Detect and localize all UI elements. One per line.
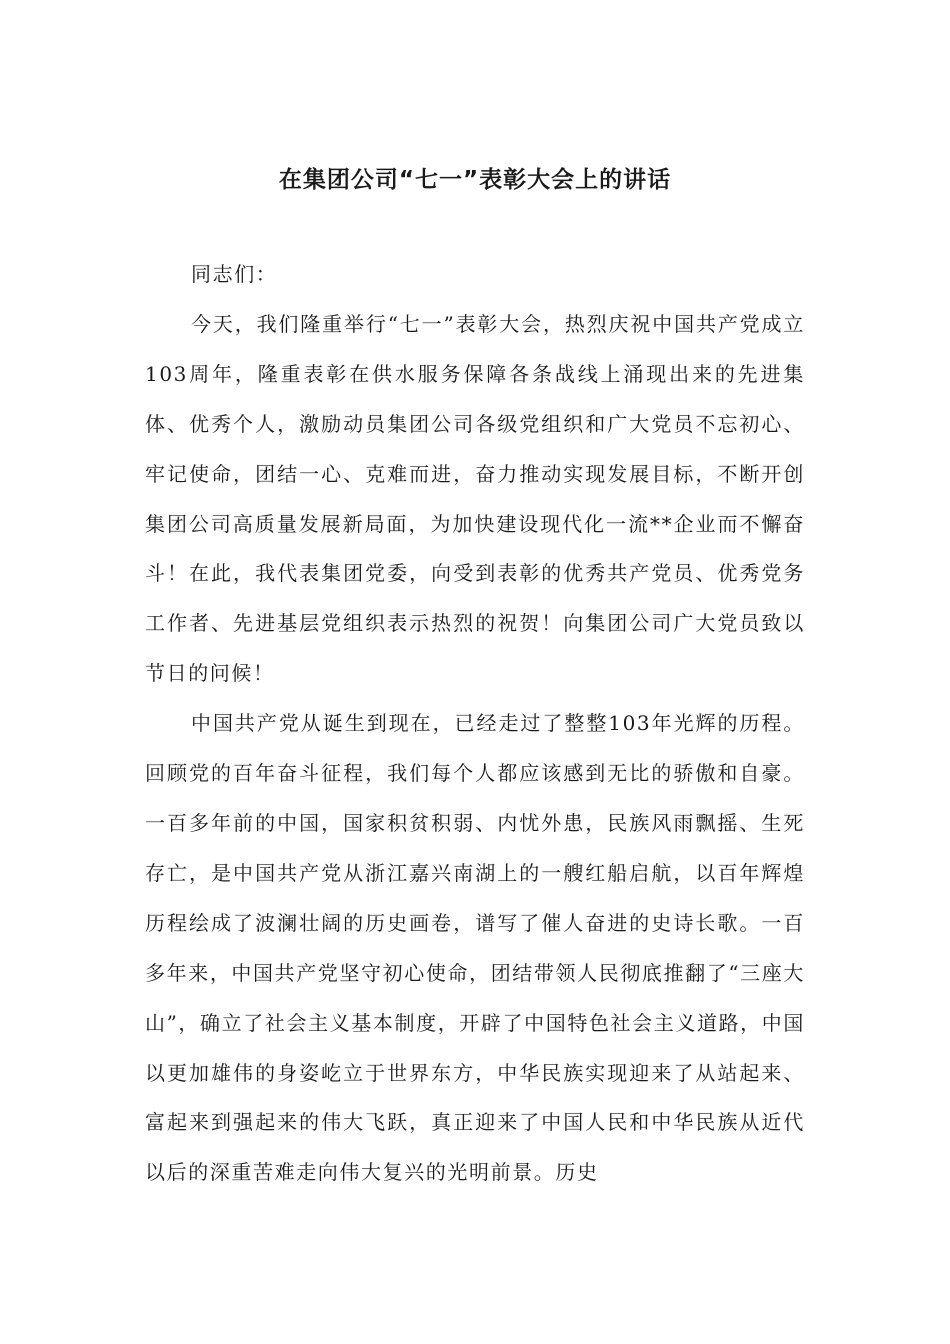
- document-title: 在集团公司“七一”表彰大会上的讲话: [278, 167, 672, 193]
- document-body: [145, 250, 805, 1198]
- paragraph-1: 今天，我们隆重举行“七一”表彰大会，热烈庆祝中国共产党成立103周年，隆重表彰在供水服务保障各条战线上涌现出来的先进集体、优秀个人，激励动员集团公司各级党组织和广大党员不忘初心、牢记使命，团结一心、克难而进，奋力推动实现发展目标，不断开创集团公司高质量发展新局面，为加快建设现代化一流**企业而不懈奋斗！在此，我代表集团党委，向受到表彰的优秀共产党员、优秀党务工作者、先进基层党组织表示热烈的祝贺！向集团公司广大党员致以节日的问候！: [145, 311, 805, 686]
- greeting: 同志们：: [191, 262, 278, 286]
- paragraph-2: 中国共产党从诞生到现在，已经走过了整整103年光辉的历程。回顾党的百年奋斗征程，我们每个人都应该感到无比的骄傲和自豪。一百多年前的中国，国家积贫积弱、内忧外患，民族风雨飘摇、生死存亡，是中国共产党从浙江嘉兴南湖上的一艘红船启航，以百年辉煌历程绘成了波澜壮阔的历史画卷，谱写了催人奋进的史诗长歌。一百多年来，中国共产党坚守初心使命，团结带领人民彻底推翻了“三座大山”，确立了社会主义基本制度，开辟了中国特色社会主义道路，中国以更加雄伟的身姿屹立于世界东方，中华民族实现迎来了从站起来、富起来到强起来的伟大飞跃，真正迎来了中国人民和中华民族从近代以后的深重苦难走向伟大复兴的光明前景。历史: [145, 711, 805, 1185]
